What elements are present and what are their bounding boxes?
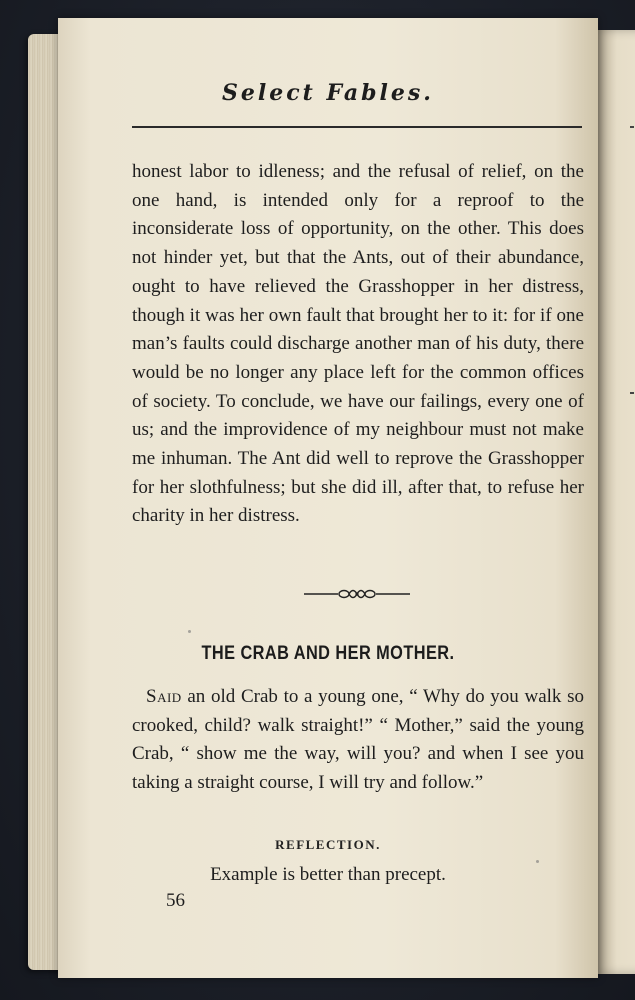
paper-speck	[536, 860, 539, 863]
fable-text	[132, 683, 584, 797]
fable-paragraph	[132, 683, 584, 797]
fable-first-word: Said	[146, 686, 182, 707]
body-text	[132, 158, 584, 531]
reflection-label: REFLECTION.	[275, 837, 381, 852]
book-page	[58, 18, 598, 978]
header-rule	[132, 126, 582, 128]
page-number: 56	[166, 890, 185, 911]
paper-speck	[188, 630, 191, 633]
fable-title: THE CRAB AND HER MOTHER.	[201, 643, 455, 664]
body-paragraph: honest labor to idleness; and the refusal of relief, on the one hand, is intended only for a reproof to the inconsiderate loss of opportunity, on the other. This does not hinder yet, but that the Ants, out of their abundance, ought to have relieved the Grasshopper in her distress, though it was her own fault that brought her to it: for if one man’s faults could discharge another man of his duty, there would be no longer any place left for the common offices of society. To conclude, we have our failings, every one of us; and the improvidence of my neighbour must not make me inhuman. The Ant did well to reprove the Grasshopper for her slothfulness; but she did ill, after that, to refuse her charity in her distress.	[132, 161, 584, 527]
running-head: Select Fables.	[222, 80, 434, 106]
fable-body: an old Crab to a young one, “ Why do you walk so crooked, child? walk straight!” “ Mother,” said the young Crab, “ show me the way, will you? and when I see you taking a straight course, I will try and follow.”	[132, 686, 584, 793]
print-mark	[630, 126, 634, 128]
next-page-edge	[596, 30, 635, 974]
moral-text: Example is better than precept.	[210, 864, 446, 885]
print-mark	[630, 392, 634, 394]
ornament-divider	[302, 584, 412, 604]
